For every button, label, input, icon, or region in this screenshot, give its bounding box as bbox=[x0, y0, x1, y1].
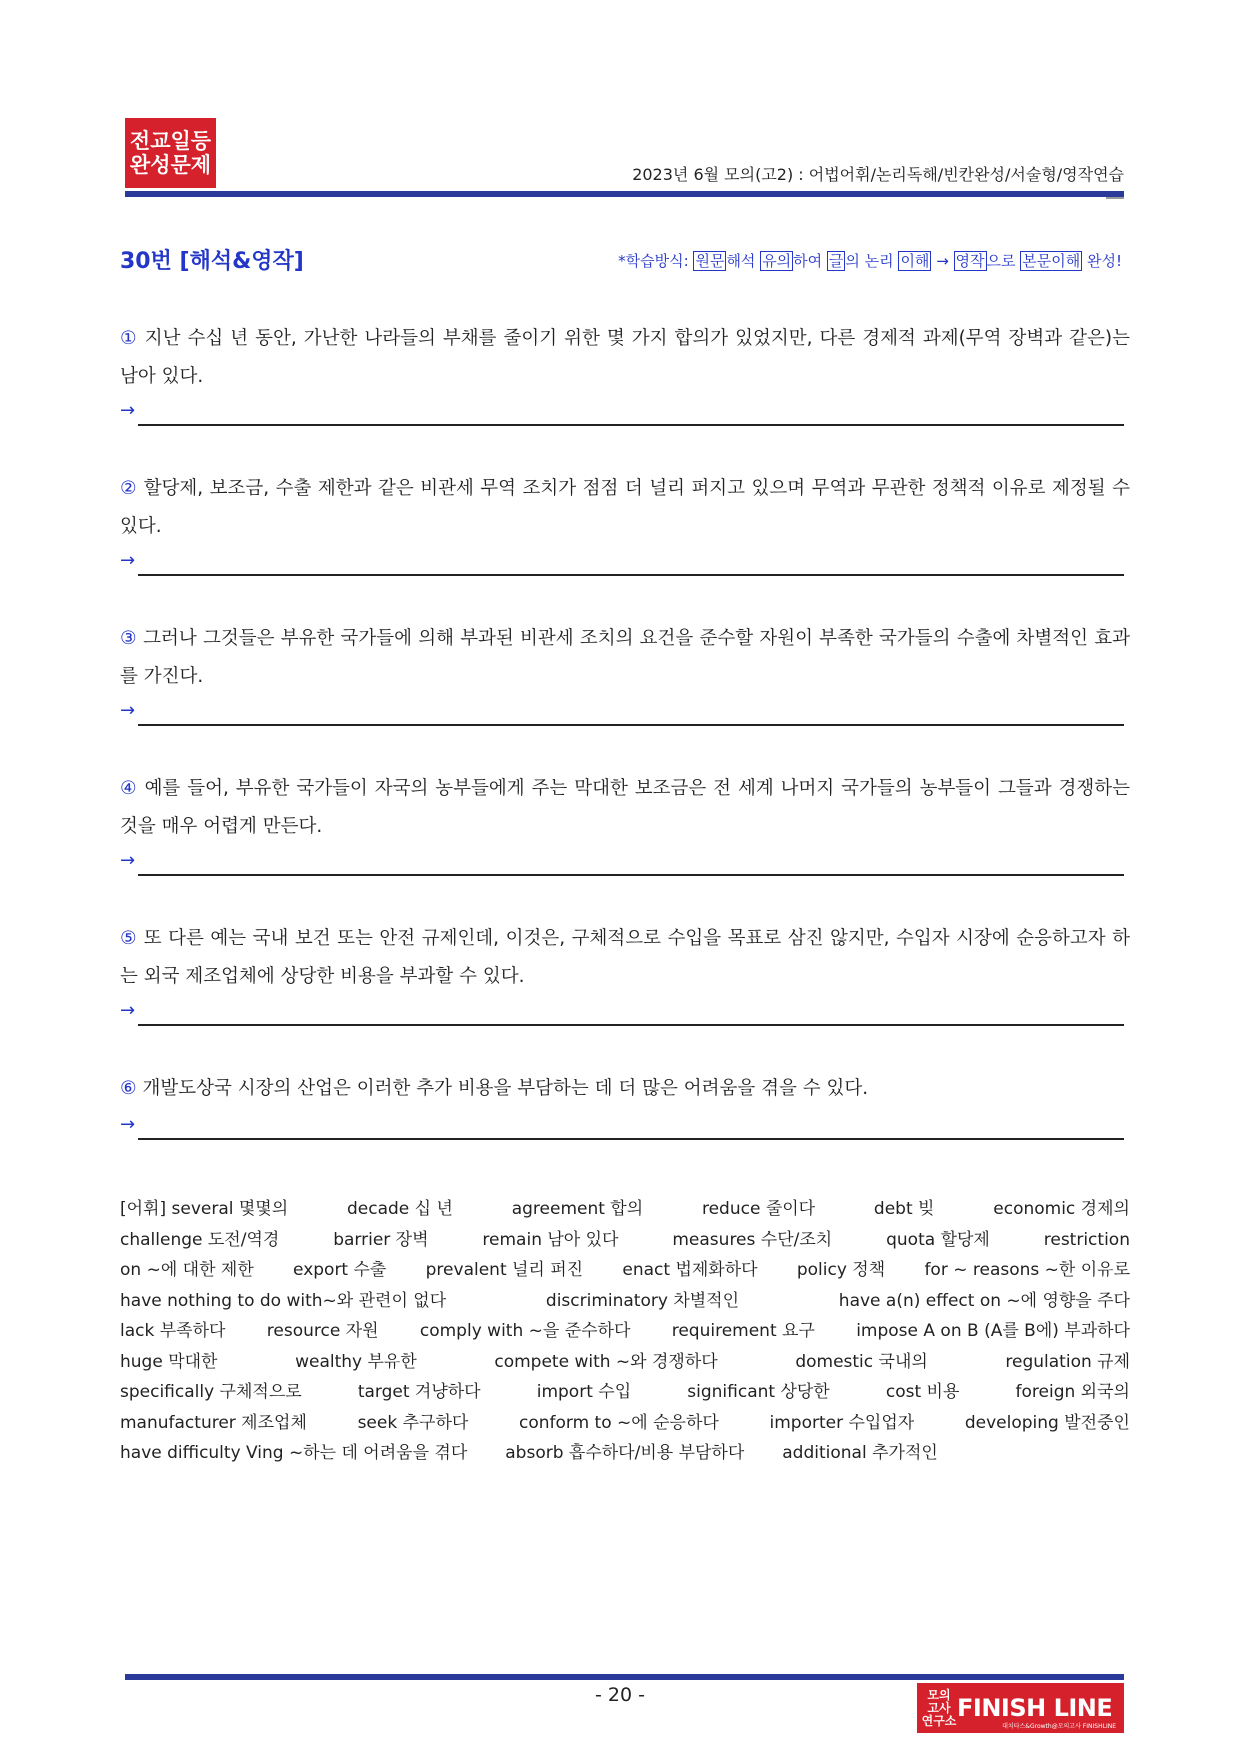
method-text-1: 해석 bbox=[726, 252, 761, 270]
vocab-entry: additional 추가적인 bbox=[782, 1443, 938, 1463]
answer-underline bbox=[138, 724, 1124, 726]
vocab-entry: significant 상당한 bbox=[687, 1382, 830, 1402]
method-text-3: 의 논리 bbox=[845, 252, 899, 270]
vocab-entry: on ~에 대한 제한 bbox=[120, 1260, 254, 1280]
sentence-item-4 bbox=[120, 770, 1130, 846]
vocab-entry: for ~ reasons ~한 이유로 bbox=[924, 1260, 1130, 1280]
vocab-entry: lack 부족하다 bbox=[120, 1321, 226, 1341]
arrow-icon: → bbox=[120, 550, 136, 571]
vocab-entry: agreement 합의 bbox=[511, 1199, 644, 1219]
vocab-entry: requirement 요구 bbox=[671, 1321, 815, 1341]
sentence-item-1 bbox=[120, 320, 1130, 396]
answer-line-5[interactable] bbox=[120, 1000, 1124, 1026]
vocab-entry: decade 십 년 bbox=[346, 1199, 453, 1219]
item-number: ② bbox=[120, 478, 138, 499]
vocabulary-box bbox=[120, 1194, 1130, 1469]
header-title: 2023년 6월 모의(고2) : 어법어휘/논리독해/빈칸완성/서술형/영작연습 bbox=[632, 165, 1124, 184]
vocab-entry: remain 남아 있다 bbox=[482, 1229, 619, 1250]
footer-logo-small: 모의 고사 연구소 bbox=[921, 1687, 957, 1728]
vocab-entry: huge 막대한 bbox=[120, 1351, 218, 1372]
header-logo-text: 전교일등 완성문제 bbox=[129, 129, 212, 177]
vocab-entry: reduce 줄이다 bbox=[701, 1199, 816, 1219]
arrow-icon: → bbox=[120, 850, 136, 871]
vocab-entry: conform to ~에 순응하다 bbox=[519, 1412, 719, 1433]
vocab-entry: regulation 규제 bbox=[1005, 1351, 1130, 1372]
footer-logo bbox=[917, 1683, 1124, 1733]
sentence-item-2 bbox=[120, 470, 1130, 546]
item-number: ⑤ bbox=[120, 928, 138, 949]
vocab-entry: absorb 흡수하다/비용 부담하다 bbox=[505, 1443, 745, 1463]
item-text: 또 다른 예는 국내 보건 또는 안전 규제인데, 이것은, 구체적으로 수입을 목표로 삼진 않지만, 수입자 시장에 순응하고자 하는 외국 제조업체에 상당한 비용을 부과할 수 있다. bbox=[120, 928, 1130, 987]
item-text: 할당제, 보조금, 수출 제한과 같은 비관세 무역 조치가 점점 더 널리 퍼지고 있으며 무역과 무관한 정책적 이유로 제정될 수 있다. bbox=[120, 478, 1130, 537]
answer-line-4[interactable] bbox=[120, 850, 1124, 876]
answer-line-6[interactable] bbox=[120, 1114, 1124, 1140]
vocab-entry: comply with ~을 준수하다 bbox=[419, 1321, 631, 1341]
vocab-entry: barrier 장벽 bbox=[333, 1229, 429, 1250]
answer-underline bbox=[138, 1138, 1124, 1140]
vocab-entry: have nothing to do with~와 관련이 없다 bbox=[120, 1290, 447, 1311]
vocab-row bbox=[120, 1438, 1130, 1469]
answer-underline bbox=[138, 574, 1124, 576]
item-text: 그러나 그것들은 부유한 국가들에 의해 부과된 비관세 조치의 요건을 준수할 자원이 부족한 국가들의 수출에 차별적인 효과를 가진다. bbox=[120, 628, 1130, 687]
item-number: ③ bbox=[120, 628, 137, 649]
vocab-row bbox=[120, 1377, 1130, 1408]
footer-logo-tagline: 대치타스&Growth@모의고사 FINISHLINE bbox=[1002, 1723, 1116, 1730]
vocab-row bbox=[120, 1194, 1130, 1225]
vocab-entry: specifically 구체적으로 bbox=[120, 1382, 302, 1402]
method-text-4: → bbox=[931, 252, 954, 270]
method-text-6: 완성! bbox=[1082, 252, 1122, 270]
answer-line-1[interactable] bbox=[120, 400, 1124, 426]
vocab-entry: enact 법제화하다 bbox=[622, 1260, 758, 1280]
method-box-4: 이해 bbox=[900, 252, 930, 270]
vocab-entry: target 겨냥하다 bbox=[357, 1382, 481, 1402]
vocab-entry: foreign 외국의 bbox=[1015, 1382, 1130, 1402]
vocab-entry: import 수입 bbox=[536, 1382, 632, 1402]
method-box-3: 글 bbox=[828, 252, 844, 270]
vocab-row bbox=[120, 1286, 1130, 1317]
arrow-icon: → bbox=[120, 1114, 136, 1135]
vocab-entry: policy 정책 bbox=[796, 1260, 886, 1280]
vocab-row bbox=[120, 1255, 1130, 1286]
vocab-entry: restriction bbox=[1043, 1229, 1130, 1250]
arrow-icon: → bbox=[120, 700, 136, 721]
study-method bbox=[618, 250, 1122, 271]
vocab-entry: wealthy 부유한 bbox=[295, 1351, 417, 1372]
vocab-entry: [어휘] several 몇몇의 bbox=[120, 1199, 289, 1219]
item-text: 예를 들어, 부유한 국가들이 자국의 농부들에게 주는 막대한 보조금은 전 세계 나머지 국가들의 농부들이 그들과 경쟁하는 것을 매우 어렵게 만든다. bbox=[120, 778, 1131, 837]
bottom-divider bbox=[125, 1674, 1124, 1680]
answer-underline bbox=[138, 424, 1124, 426]
vocab-entry: importer 수입업자 bbox=[769, 1412, 915, 1433]
sentence-item-5 bbox=[120, 920, 1130, 996]
vocab-entry: cost 비용 bbox=[885, 1382, 960, 1402]
answer-underline bbox=[138, 874, 1124, 876]
vocab-entry: resource 자원 bbox=[266, 1321, 379, 1341]
vocab-entry: compete with ~와 경쟁하다 bbox=[494, 1351, 718, 1372]
item-text: 지난 수십 년 동안, 가난한 나라들의 부채를 줄이기 위한 몇 가지 합의가 있었지만, 다른 경제적 과제(무역 장벽과 같은)는 남아 있다. bbox=[120, 328, 1130, 387]
vocab-entry: domestic 국내의 bbox=[795, 1351, 928, 1372]
vocab-entry: challenge 도전/역경 bbox=[120, 1229, 280, 1250]
vocab-row bbox=[120, 1316, 1130, 1347]
top-divider-tick bbox=[1106, 197, 1124, 199]
method-prefix: *학습방식: bbox=[618, 252, 694, 270]
vocab-row bbox=[120, 1347, 1130, 1378]
vocab-row bbox=[120, 1408, 1130, 1439]
sentence-item-3 bbox=[120, 620, 1130, 696]
item-number: ④ bbox=[120, 778, 138, 799]
footer-logo-title: FINISH LINE bbox=[957, 1694, 1113, 1722]
answer-line-2[interactable] bbox=[120, 550, 1124, 576]
vocab-row bbox=[120, 1225, 1130, 1256]
vocab-entry: have a(n) effect on ~에 영향을 주다 bbox=[838, 1290, 1130, 1311]
method-box-6: 본문이해 bbox=[1022, 252, 1081, 270]
vocab-entry: measures 수단/조치 bbox=[672, 1229, 833, 1250]
method-text-2: 하여 bbox=[793, 252, 827, 270]
sentence-item-6 bbox=[120, 1070, 1130, 1108]
arrow-icon: → bbox=[120, 400, 136, 421]
method-box-1: 원문 bbox=[695, 252, 725, 270]
vocab-entry: quota 할당제 bbox=[886, 1229, 990, 1250]
vocab-entry: discriminatory 차별적인 bbox=[545, 1290, 740, 1311]
vocab-entry: debt 빚 bbox=[873, 1199, 935, 1219]
answer-underline bbox=[138, 1024, 1124, 1026]
item-number: ① bbox=[120, 328, 138, 349]
vocab-entry: manufacturer 제조업체 bbox=[120, 1412, 307, 1433]
page-number: - 20 - bbox=[595, 1684, 645, 1706]
vocab-entry: developing 발전중인 bbox=[964, 1412, 1130, 1433]
item-number: ⑥ bbox=[120, 1078, 137, 1099]
method-box-5: 영작 bbox=[955, 252, 985, 270]
top-divider bbox=[125, 191, 1124, 197]
header-logo bbox=[125, 118, 216, 188]
answer-line-3[interactable] bbox=[120, 700, 1124, 726]
vocab-entry: seek 추구하다 bbox=[357, 1412, 469, 1433]
section-title: 30번 [해석&영작] bbox=[120, 249, 304, 274]
vocab-entry: have difficulty Ving ~하는 데 어려움을 겪다 bbox=[120, 1443, 468, 1463]
method-box-2: 유의 bbox=[762, 252, 792, 270]
method-text-5: 으로 bbox=[986, 252, 1021, 270]
vocab-entry: export 수출 bbox=[293, 1260, 387, 1280]
arrow-icon: → bbox=[120, 1000, 136, 1021]
vocab-entry: impose A on B (A를 B에) 부과하다 bbox=[856, 1321, 1130, 1341]
vocab-entry: prevalent 널리 퍼진 bbox=[425, 1260, 584, 1280]
item-text: 개발도상국 시장의 산업은 이러한 추가 비용을 부담하는 데 더 많은 어려움을 겪을 수 있다. bbox=[136, 1078, 869, 1099]
vocab-entry: economic 경제의 bbox=[993, 1199, 1130, 1219]
